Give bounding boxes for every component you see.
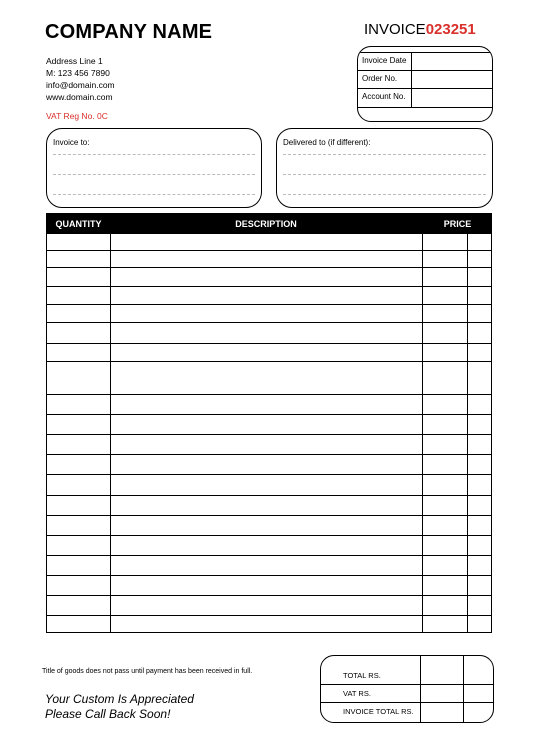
address-line: Address Line 1 [46, 56, 103, 66]
table-row[interactable] [47, 575, 491, 576]
invoice-number: 023251 [425, 21, 476, 38]
website-line: www.domain.com [46, 92, 113, 102]
price-header: PRICE [443, 219, 472, 229]
table-row[interactable] [47, 250, 491, 251]
table-row[interactable] [47, 615, 491, 616]
table-row[interactable] [47, 495, 491, 496]
table-row[interactable] [47, 555, 491, 556]
table-row[interactable] [47, 595, 491, 596]
order-no-label: Order No. [362, 74, 398, 83]
invoice-to-label: Invoice to: [53, 138, 90, 147]
invoice-label: INVOICE [364, 21, 426, 38]
table-row[interactable] [47, 434, 491, 435]
table-row[interactable] [47, 454, 491, 455]
description-header: DESCRIPTION [235, 219, 297, 229]
invoice-total-label: INVOICE TOTAL RS. [343, 707, 414, 716]
email-line: info@domain.com [46, 80, 115, 90]
account-no-label: Account No. [362, 92, 406, 101]
table-row[interactable] [47, 515, 491, 516]
thanks-line-2: Please Call Back Soon! [45, 707, 171, 721]
table-row[interactable] [47, 414, 491, 415]
table-row[interactable] [47, 233, 491, 234]
table-row[interactable] [47, 474, 491, 475]
table-row[interactable] [47, 343, 491, 344]
delivered-to-box[interactable] [276, 128, 493, 208]
table-row[interactable] [47, 267, 491, 268]
invoice-to-box[interactable] [46, 128, 262, 208]
order-no-row[interactable] [358, 70, 492, 89]
invoice-date-label: Invoice Date [362, 56, 407, 65]
table-row[interactable] [47, 322, 491, 323]
thanks-line-1: Your Custom Is Appreciated [45, 692, 194, 706]
totals-box [320, 655, 494, 723]
company-name: COMPANY NAME [45, 21, 213, 43]
quantity-header: QUANTITY [55, 219, 102, 229]
table-row[interactable] [47, 361, 491, 362]
vat-total-label: VAT RS. [343, 689, 371, 698]
invoice-date-row[interactable] [358, 52, 492, 71]
delivered-to-label: Delivered to (if different): [283, 138, 371, 147]
invoice-title [364, 21, 476, 38]
total-label: TOTAL RS. [343, 671, 381, 680]
phone-line: M: 123 456 7890 [46, 68, 110, 78]
vat-reg-number: VAT Reg No. 0C [46, 111, 108, 121]
table-header [47, 214, 491, 233]
table-row[interactable] [47, 535, 491, 536]
invoice-info-box [357, 46, 493, 122]
table-row[interactable] [47, 394, 491, 395]
terms-note: Title of goods does not pass until payment has been received in full. [42, 668, 253, 675]
table-row[interactable] [47, 304, 491, 305]
account-no-row[interactable] [358, 88, 492, 108]
table-row[interactable] [47, 286, 491, 287]
items-table [46, 213, 492, 633]
